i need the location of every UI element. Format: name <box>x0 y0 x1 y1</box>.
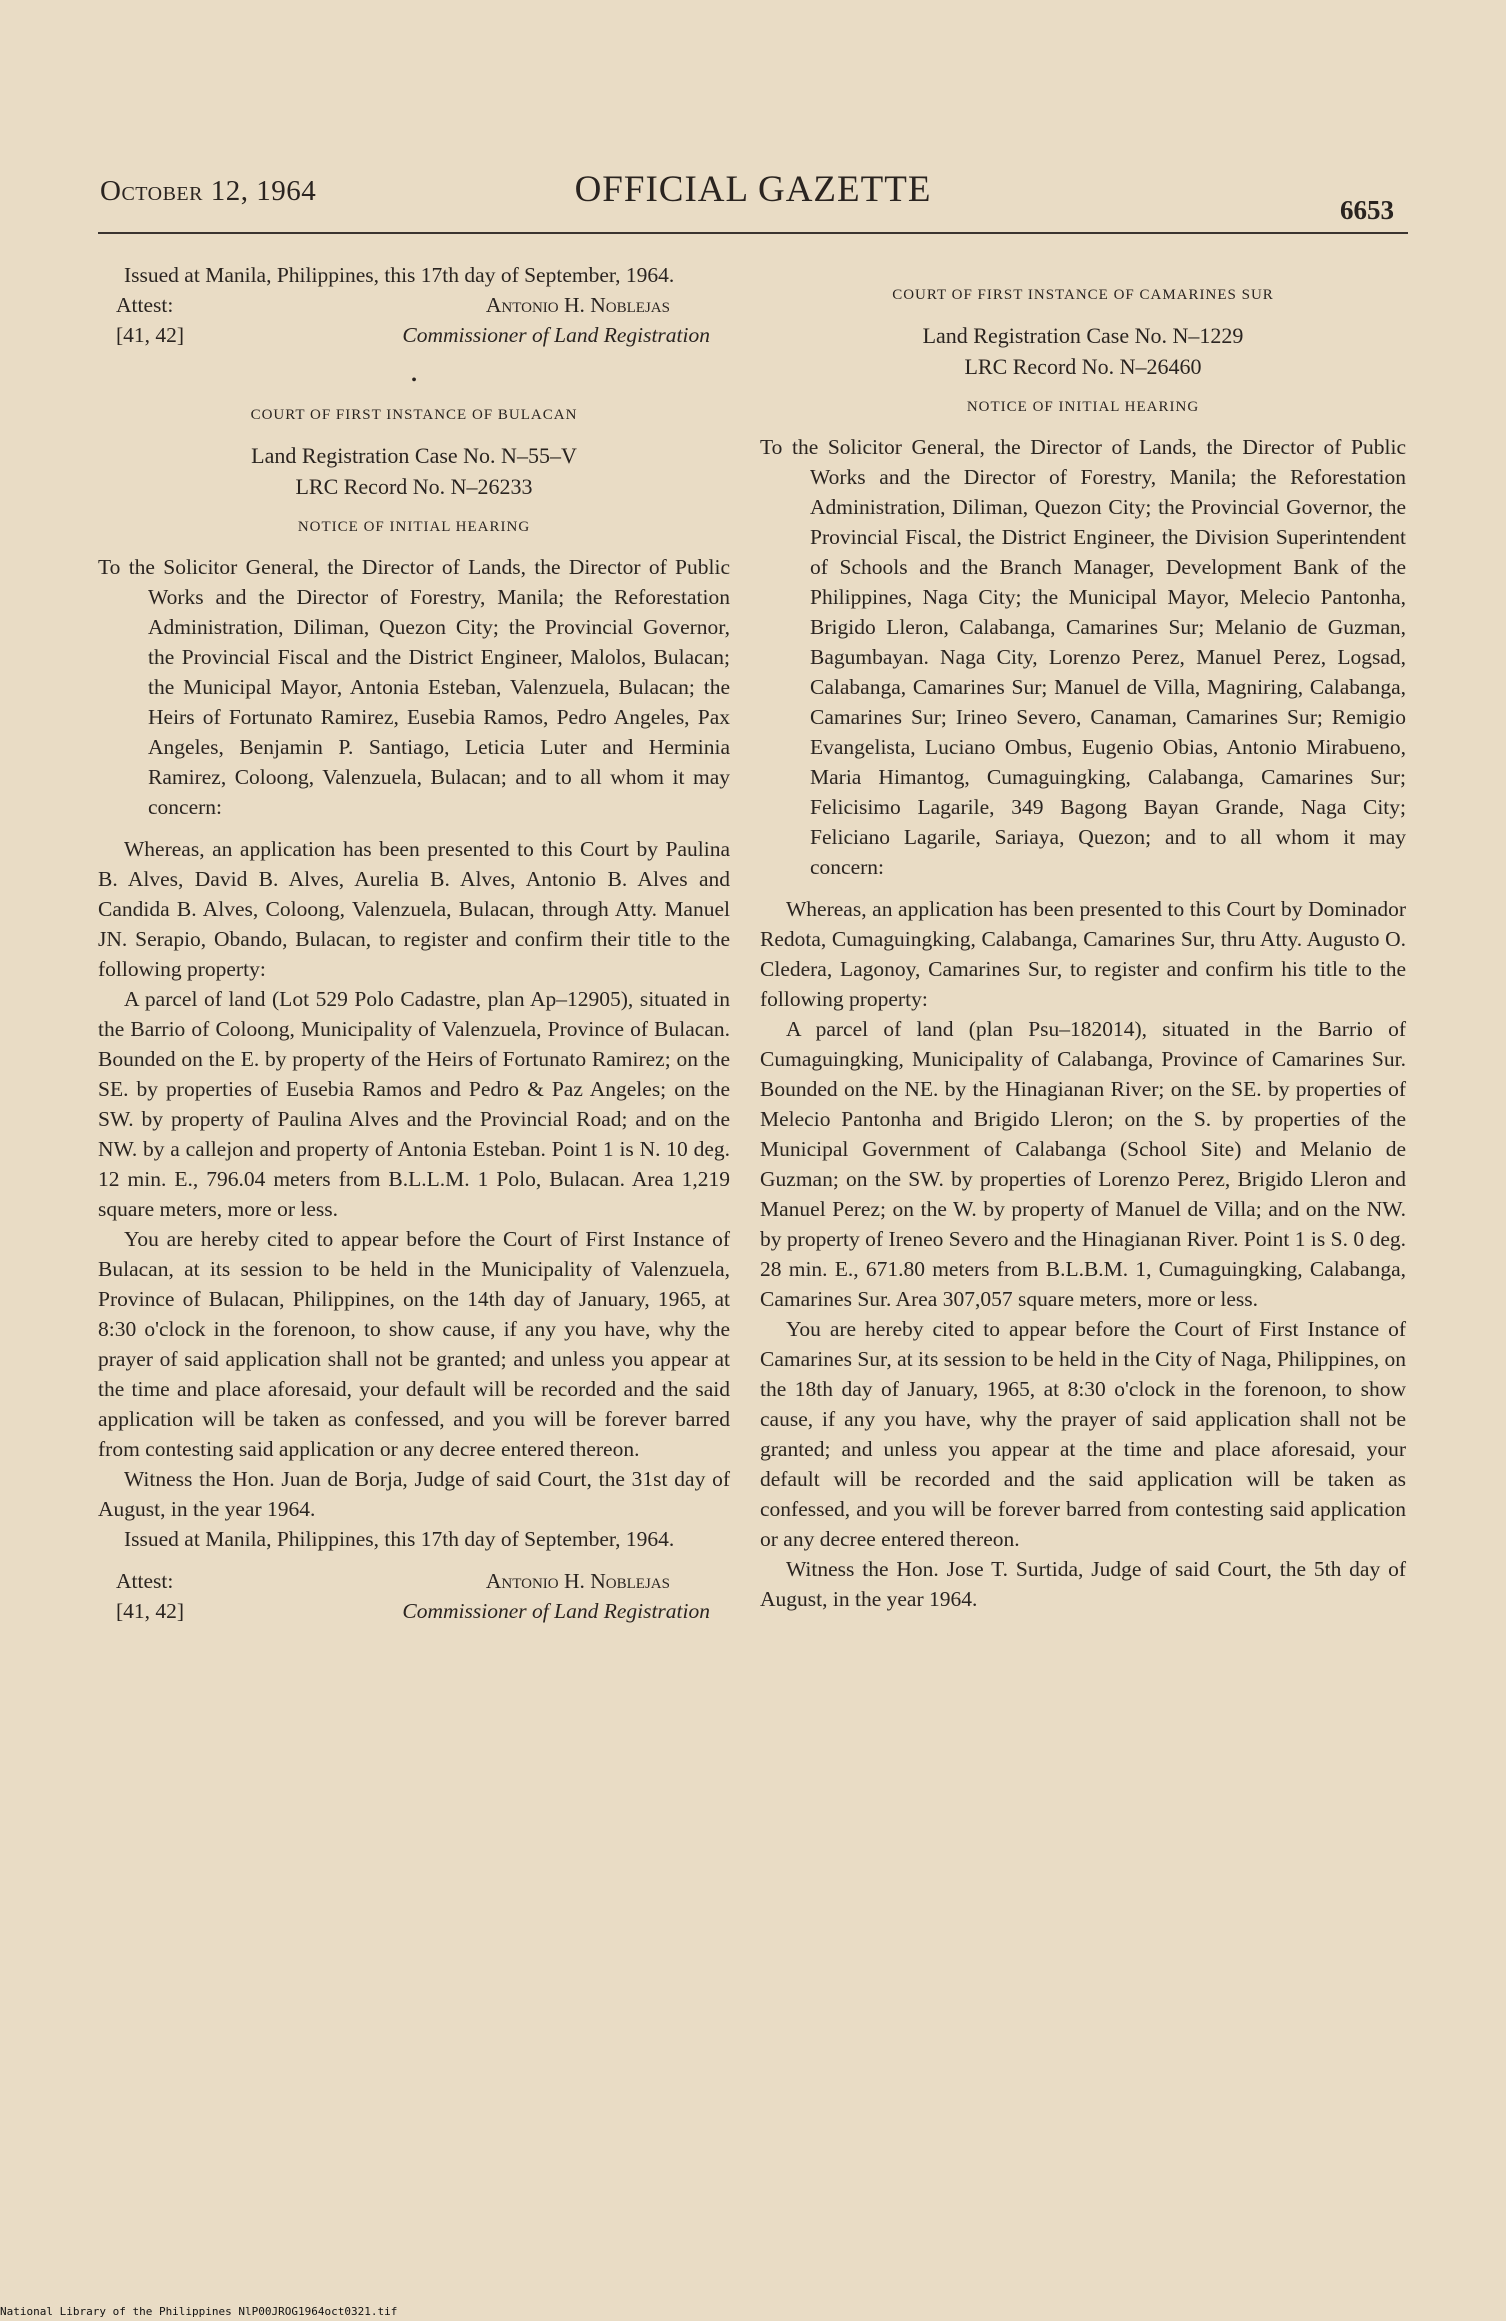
notice-addressees: To the Solicitor General, the Director of Lands, the Director of Public Works and the Director of Forestry, Manila; the Reforestation Administration, Diliman, Quezon City; the Provincial Governor, the Provincial Fiscal, the District Engineer, the Division Superintendent of Schools and the Branch Manager, Development Bank of the Philippines, Naga City; the Municipal Mayor, Melecio Pantonha, Brigido Lleron, Calabanga, Camarines Sur; Melanio de Guzman, Bagumbayan. Naga City, Lorenzo Perez, Manuel Perez, Logsad, Calabanga, Camarines Sur; Manuel de Villa, Magniring, Calabanga, Camarines Sur; Irineo Severo, Canaman, Camarines Sur; Remigio Evangelista, Luciano Ombus, Eugenio Obias, Antonio Mirabueno, Maria Himantog, Cumaguingking, Calabanga, Camarines Sur; Felicisimo Lagarile, 349 Bagong Bayan Grande, Naga City; Feliciano Lagarile, Sariaya, Quezon; and to all whom it may concern: <box>760 435 1406 879</box>
witness-paragraph: Witness the Hon. Jose T. Surtida, Judge of said Court, the 5th day of August, in the year 1964. <box>760 1557 1406 1611</box>
attest-role: Commissioner of Land Registration <box>402 323 710 347</box>
separator-dot: • <box>411 372 417 389</box>
issue-date: October 12, 1964 <box>100 175 317 207</box>
attestation <box>98 290 730 320</box>
attest-role: Commissioner of Land Registration <box>402 1599 710 1623</box>
property-description: A parcel of land (Lot 529 Polo Cadastre, plan Ap–12905), situated in the Barrio of Coloong, Municipality of Valenzuela, Province of Bulacan. Bounded on the E. by property of the Heirs of Fortunato Ramirez; on the SE. by properties of Eusebia Ramos and Pedro & Paz Angeles; on the SW. by property of Paulina Alves and the Provincial Road; and on the NW. by a callejon and property of Antonia Esteban. Point 1 is N. 10 deg. 12 min. E., 796.04 meters from B.L.L.M. 1 Polo, Bulacan. Area 1,219 square meters, more or less. <box>98 987 730 1221</box>
citation-paragraph: You are hereby cited to appear before the Court of First Instance of Camarines Sur, at its session to be held in the City of Naga, Philippines, on the 18th day of January, 1965, at 8:30 o'clock in the forenoon, to show cause, if any you have, why the prayer of said application shall not be granted; and unless you appear at the time and place aforesaid, your default will be recorded and the said application will be taken as confessed, and you will be forever barred from contesting said application or any decree entered thereon. <box>760 1317 1406 1551</box>
attestation-role-line <box>98 1596 730 1626</box>
witness-paragraph: Witness the Hon. Juan de Borja, Judge of said Court, the 31st day of August, in the year 1964. <box>98 1467 730 1521</box>
attest-label: Attest: <box>116 1569 174 1593</box>
application-paragraph: Whereas, an application has been presented to this Court by Paulina B. Alves, David B. Alves, Aurelia B. Alves, Antonio B. Alves and Candida B. Alves, Coloong, Valenzuela, Bulacan, through Atty. Manuel JN. Serapio, Obando, Bulacan, to register and confirm their title to the following property: <box>98 837 730 981</box>
issued-statement: Issued at Manila, Philippines, this 17th day of September, 1964. <box>124 263 675 287</box>
notice-addressees: To the Solicitor General, the Director of Lands, the Director of Public Works and the Director of Forestry, Manila; the Reforestation Administration, Diliman, Quezon City; the Provincial Governor, the Provincial Fiscal and the District Engineer, Malolos, Bulacan; the Municipal Mayor, Antonia Esteban, Valenzuela, Bulacan; the Heirs of Fortunato Ramirez, Eusebia Ramos, Pedro Angeles, Pax Angeles, Benjamin P. Santiago, Leticia Luter and Herminia Ramirez, Coloong, Valenzuela, Bulacan; and to all whom it may concern: <box>98 555 730 819</box>
case-number: Land Registration Case No. N–1229 <box>922 323 1244 348</box>
attest-ref: [41, 42] <box>116 323 185 347</box>
notice-heading: NOTICE OF INITIAL HEARING <box>297 519 531 535</box>
lrc-record: LRC Record No. N–26233 <box>295 474 533 499</box>
scan-source-footer: National Library of the Philippines NlP00JROG1964oct0321.tif <box>0 2305 398 2318</box>
court-heading: COURT OF FIRST INSTANCE OF CAMARINES SUR <box>892 287 1274 303</box>
property-description: A parcel of land (plan Psu–182014), situated in the Barrio of Cumaguingking, Municipality of Calabanga, Province of Camarines Sur. Bounded on the NE. by the Hinagianan River; on the SE. by properties of Melecio Pantonha and Brigido Lleron; on the S. by properties of the Municipal Government of Calabanga (School Site) and Melanio de Guzman; on the SW. by properties of Lorenzo Perez, Brigido Lleron and Manuel Perez; on the W. by property of Manuel de Villa; and on the NW. by property of Ireneo Severo and the Hinagianan River. Point 1 is S. 0 deg. 28 min. E., 671.80 meters from B.L.B.M. 1, Cumaguingking, Calabanga, Camarines Sur. Area 307,057 square meters, more or less. <box>760 1017 1406 1311</box>
citation-paragraph: You are hereby cited to appear before the Court of First Instance of Bulacan, at its session to be held in the Municipality of Valenzuela, Province of Bulacan, Philippines, on the 14th day of January, 1965, at 8:30 o'clock in the forenoon, to show cause, if any you have, why the prayer of said application shall not be granted; and unless you appear at the time and place aforesaid, your default will be recorded and the said application will be taken as confessed, and you will be forever barred from contesting said application or any decree entered thereon. <box>98 1227 730 1461</box>
notice-heading: NOTICE OF INITIAL HEARING <box>966 399 1200 415</box>
attest-label: Attest: <box>116 293 174 317</box>
lrc-record: LRC Record No. N–26460 <box>964 354 1202 379</box>
attest-ref: [41, 42] <box>116 1599 185 1623</box>
application-paragraph: Whereas, an application has been presented to this Court by Dominador Redota, Cumaguingking, Calabanga, Camarines Sur, thru Atty. Augusto O. Cledera, Lagonoy, Camarines Sur, to register and confirm his title to the following property: <box>760 897 1406 1011</box>
issued-statement: Issued at Manila, Philippines, this 17th day of September, 1964. <box>124 1527 675 1551</box>
attestation-role-line <box>98 320 730 350</box>
case-number: Land Registration Case No. N–55–V <box>251 443 577 468</box>
page-number: 6653 <box>1340 195 1394 225</box>
right-column <box>760 260 1406 1614</box>
court-heading: COURT OF FIRST INSTANCE OF BULACAN <box>250 407 578 423</box>
attest-signatory: Antonio H. Noblejas <box>485 293 670 317</box>
header-divider <box>98 232 1408 234</box>
left-column <box>98 260 730 1626</box>
publication-title: OFFICIAL GAZETTE <box>574 169 932 210</box>
attest-signatory: Antonio H. Noblejas <box>485 1569 670 1593</box>
attestation <box>98 1566 730 1596</box>
